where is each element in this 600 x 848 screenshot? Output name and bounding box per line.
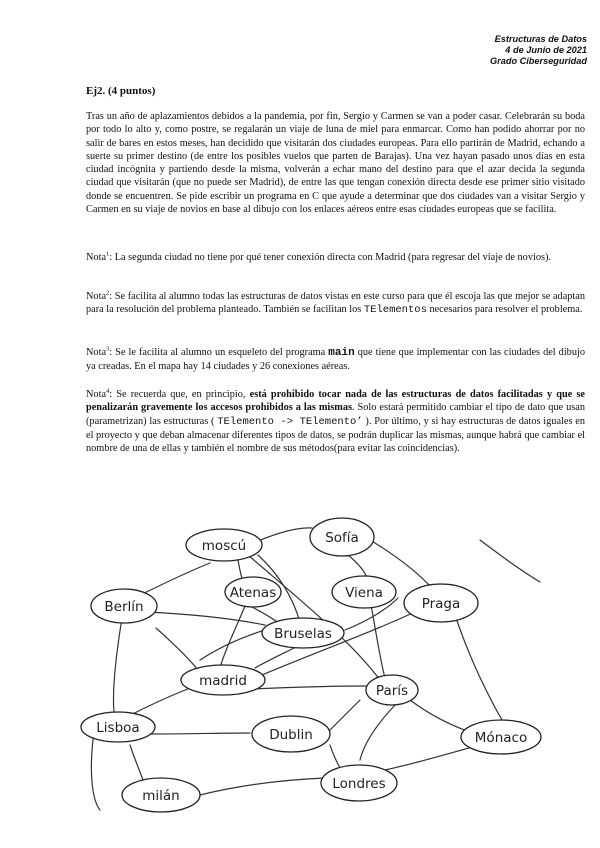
note-text: . Solo estará permitido cambiar el tipo de dato que usan (parametrizan) las estructuras ( (86, 402, 586, 427)
connection (370, 600, 385, 678)
city-label-praga: Praga (421, 596, 461, 612)
degree-name: Grado Ciberseguridad (490, 56, 587, 66)
statement-paragraph: Tras un año de aplazamientos debidos a la pandemia, por fin, Sergio y Carmen se van a poder casar. Celebrarán su boda por todo lo alto y, como postre, se regalarán un viaje de luna de miel para enmarcar. Como han podido ahorrar por no salir de bares en estos meses, han decidido que visitarán dos ciudades europeas. Para ello partirán de Madrid, echando a suerte su primer destino (de entre los posibles vuelos que parten de Barajas). Una vez hayan pasado unos días en esta ciudad incógnita y partiendo desde la misma, volverán a echar mano del destino para que el azar decida la segunda ciudad que visitarán (que no puede ser Madrid), de entre las que tengan conexión directa desde ese primer sitio visitado donde se encuentren. Se pide escribir un programa en C que ayude a determinar que dos ciudades van a visitar Sergio y Carmen en su viaje de novios en base al dibujo con los enlaces aéreos entre esas ciudades europeas que se facilita. (86, 111, 585, 216)
city-label-paris: París (375, 683, 409, 699)
connection (360, 700, 400, 760)
note-4 (86, 388, 585, 455)
flight-map (78, 508, 560, 824)
connection (200, 778, 325, 795)
page-header (490, 34, 587, 67)
city-nodes (81, 518, 541, 812)
connection (150, 733, 250, 734)
city-label-milan: milán (142, 788, 180, 804)
map-connections (91, 528, 540, 810)
connection (156, 628, 198, 670)
exam-date: 4 de Junio de 2021 (505, 45, 587, 55)
city-label-madrid: madrid (199, 673, 247, 689)
note-number: 2 (106, 289, 110, 297)
note-2 (86, 290, 585, 318)
connection (130, 745, 145, 785)
city-labels (96, 530, 527, 804)
note-label: Nota (86, 252, 107, 263)
note-number: 1 (106, 250, 110, 258)
note-text: que tiene que implementar con las ciudades del dibujo ya creadas. En el mapa hay 14 ciudades y 26 conexiones aéreas. (86, 347, 585, 373)
connection (348, 555, 367, 578)
note-text: ). Por último, y si hay estructuras de datos iguales en el proyecto y que deban almacenar diferentes tipos de datos, se podrán duplicar las mismas, aunque habrá que cambiar el nombre de una de ellas y también el nombre de sus métodos(para evitar las coincidencias). (86, 415, 585, 455)
connection (330, 700, 360, 730)
note-label: Nota (86, 389, 107, 400)
connection (200, 628, 270, 660)
city-label-atenas: Atenas (229, 585, 277, 601)
city-label-bruselas: Bruselas (274, 626, 332, 642)
note-3 (86, 346, 585, 374)
connection (330, 745, 340, 768)
connection (113, 618, 122, 712)
note-text: : La segunda ciudad no tiene por qué tener conexión directa con Madrid (para regresar del viaje de novios). (109, 252, 551, 263)
connection (255, 645, 300, 668)
exercise-title: Ej2. (4 puntos) (86, 85, 156, 97)
city-label-lisboa: Lisboa (96, 720, 140, 736)
city-label-viena: Viena (345, 585, 383, 601)
city-label-dublin: Dublin (269, 727, 313, 743)
note-label: Nota (86, 291, 107, 302)
city-label-berlin: Berlín (104, 599, 144, 615)
note-1 (86, 251, 585, 264)
connection (480, 540, 540, 582)
connection (258, 528, 312, 541)
connection (220, 606, 245, 668)
connection (410, 700, 470, 732)
city-label-londres: Londres (332, 776, 386, 792)
code-main: main (328, 347, 355, 359)
code-telementos: TElementos (363, 304, 427, 317)
note-text: : Se facilita al alumno todas las estructuras de datos vistas en este curso para que él escoja las que mejor se adaptan para la resolución del problema planteado. También se facilitan los (86, 291, 585, 316)
note-warning: está prohibido tocar nada de las estructuras de datos facilitadas y que se penalizarán gravemente los accesos prohibidos a las mismas (86, 389, 585, 414)
connection (385, 745, 480, 770)
note-number: 3 (106, 345, 110, 353)
connection (455, 615, 505, 725)
city-label-moscu: moscú (201, 538, 247, 554)
note-text: : Se le facilita al alumno un esqueleto del programa (109, 347, 329, 358)
course-name: Estructuras de Datos (494, 34, 587, 44)
note-text: necesarios para resolver el problema. (426, 304, 583, 316)
note-label: Nota (86, 347, 107, 358)
connection (145, 612, 265, 625)
city-label-sofia: Sofía (325, 530, 359, 546)
city-label-monaco: Mónaco (474, 730, 528, 746)
note-number: 4 (106, 387, 110, 395)
code-telemento-change: TElemento -> TElemento’ (217, 415, 363, 428)
note-text: : Se recuerda que, en principio, (109, 389, 250, 400)
